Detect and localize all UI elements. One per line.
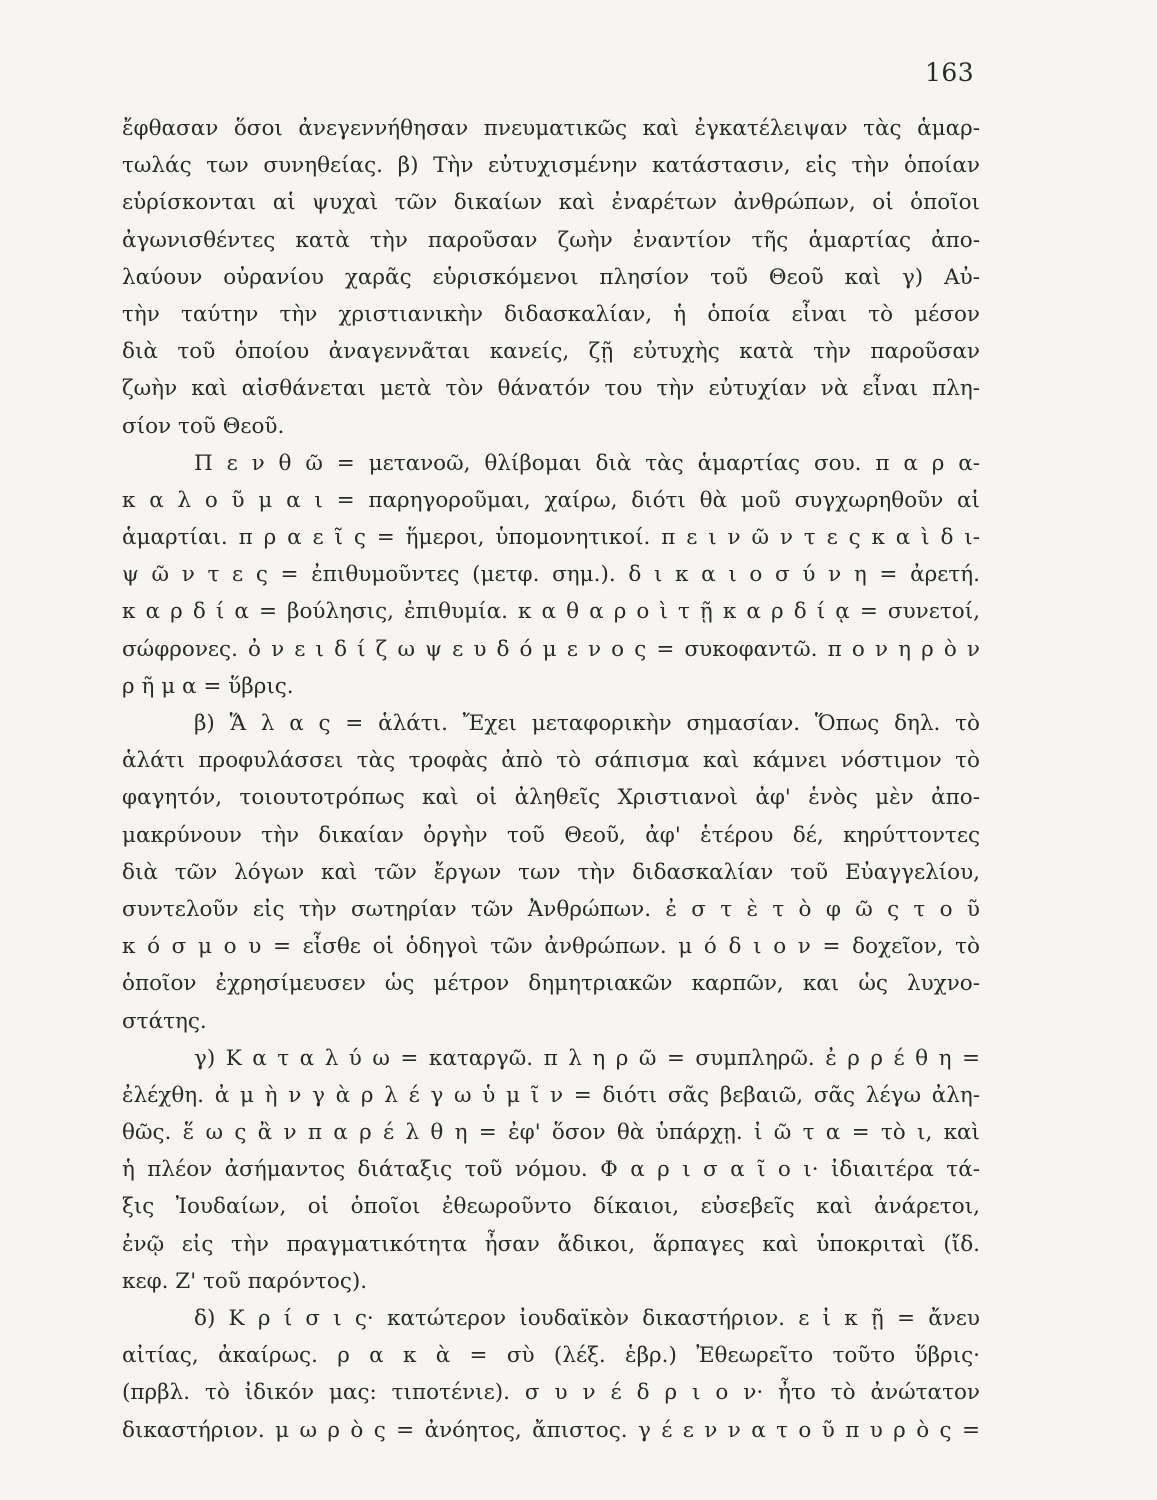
text-line: ἁμαρτίαι. π ρ α ε ῖ ς = ἥμεροι, ὑπομονητικοί. π ε ι ν ῶ ν τ ε ς κ α ὶ δ ι- bbox=[122, 525, 980, 551]
text-line: μακρύνουν τὴν δικαίαν ὀργὴν τοῦ Θεοῦ, ἀφ' ἑτέρου δέ, κηρύττοντες bbox=[122, 822, 980, 848]
text-line: εὑρίσκονται αἱ ψυχαὶ τῶν δικαίων καὶ ἐναρέτων ἀνθρώπων, οἱ ὁποῖοι bbox=[122, 190, 980, 216]
text-line: φαγητόν, τοιουτοτρόπως καὶ οἱ ἀληθεῖς Χριστιανοὶ ἀφ' ἑνὸς μὲν ἀπο- bbox=[122, 785, 980, 811]
text-line: κ α ρ δ ί α = βούλησις, ἐπιθυμία. κ α θ α ρ ο ὶ τ ῇ κ α ρ δ ί ᾳ = συνετοί, bbox=[122, 599, 980, 625]
text-line: ψ ῶ ν τ ε ς = ἐπιθυμοῦντες (μετφ. σημ.). δ ι κ α ι ο σ ύ ν η = ἀρετή. bbox=[122, 562, 980, 588]
text-line: διὰ τοῦ ὁποίου ἀναγεννᾶται κανείς, ζῇ εὐτυχὴς κατὰ τὴν παροῦσαν bbox=[122, 339, 980, 365]
text-line: ζωὴν καὶ αἰσθάνεται μετὰ τὸν θάνατόν του τὴν εὐτυχίαν νὰ εἶναι πλη- bbox=[122, 376, 980, 402]
text-line: συντελοῦν εἰς τὴν σωτηρίαν τῶν Ἀνθρώπων. ἐ σ τ ὲ τ ὸ φ ῶ ς τ ο ῦ bbox=[122, 896, 980, 922]
text-line: ἁλάτι προφυλάσσει τὰς τροφὰς ἀπὸ τὸ σάπισμα καὶ κάμνει νόστιμον τὸ bbox=[122, 748, 980, 774]
body-text bbox=[122, 110, 980, 1449]
text-line: σίον τοῦ Θεοῦ. bbox=[122, 413, 285, 439]
text-line: σώφρονες. ὀ ν ε ι δ ί ζ ω ψ ε υ δ ό μ ε ν ο ς = συκοφαντῶ. π ο ν η ρ ὸ ν bbox=[122, 636, 980, 662]
page-number: 163 bbox=[925, 58, 975, 87]
text-line: ρ ῆ μ α = ὕβρις. bbox=[122, 673, 294, 699]
text-line: διὰ τῶν λόγων καὶ τῶν ἔργων των τὴν διδασκαλίαν τοῦ Εὐαγγελίου, bbox=[122, 859, 980, 885]
text-line: κ α λ ο ῦ μ α ι = παρηγοροῦμαι, χαίρω, διότι θὰ μοῦ συγχωρηθοῦν αἱ bbox=[122, 487, 980, 513]
text-line: (πρβλ. τὸ ἰδικόν μας: τιποτένιε). σ υ ν έ δ ρ ι ο ν· ἦτο τὸ ἀνώτατον bbox=[122, 1380, 980, 1406]
text-line: ἡ πλέον ἀσήμαντος διάταξις τοῦ νόμου. Φ α ρ ι σ α ῖ ο ι· ἰδιαιτέρα τά- bbox=[122, 1157, 980, 1183]
text-line: δ) Κ ρ ί σ ι ς· κατώτερον ἰουδαϊκὸν δικαστήριον. ε ἰ κ ῇ = ἄνευ bbox=[194, 1306, 980, 1331]
text-line: τὴν ταύτην τὴν χριστιανικὴν διδασκαλίαν, ἡ ὁποία εἶναι τὸ μέσον bbox=[122, 301, 980, 327]
text-line: τωλάς των συνηθείας. β) Τὴν εὐτυχισμένην κατάστασιν, εἰς τὴν ὁποίαν bbox=[122, 153, 980, 179]
text-line: θῶς. ἕ ω ς ἂ ν π α ρ έ λ θ η = ἐφ' ὅσον θὰ ὑπάρχῃ. ἰ ῶ τ α = τὸ ι, καὶ bbox=[122, 1120, 980, 1146]
text-line: ἐλέχθη. ἀ μ ὴ ν γ ὰ ρ λ έ γ ω ὑ μ ῖ ν = διότι σᾶς βεβαιῶ, σᾶς λέγω ἀλη- bbox=[122, 1082, 980, 1108]
text-line: ἀγωνισθέντες κατὰ τὴν παροῦσαν ζωὴν ἐναντίον τῆς ἁμαρτίας ἀπο- bbox=[122, 227, 980, 253]
text-line: γ) Κ α τ α λ ύ ω = καταργῶ. π λ η ρ ῶ = συμπληρῶ. ἐ ρ ρ έ θ η = bbox=[194, 1045, 980, 1071]
text-line: κεφ. Ζ' τοῦ παρόντος). bbox=[122, 1268, 368, 1294]
text-line: ἔφθασαν ὅσοι ἀνεγεννήθησαν πνευματικῶς καὶ ἐγκατέλειψαν τὰς ἁμαρ- bbox=[122, 116, 980, 141]
text-line: λαύουν οὐρανίου χαρᾶς εὑρισκόμενοι πλησίον τοῦ Θεοῦ καὶ γ) Αὐ- bbox=[122, 264, 980, 290]
text-line: ξις Ἰουδαίων, οἱ ὁποῖοι ἐθεωροῦντο δίκαιοι, εὐσεβεῖς καὶ ἀνάρετοι, bbox=[122, 1194, 980, 1220]
text-line: β) Ἅ λ α ς = ἁλάτι. Ἔχει μεταφορικὴν σημασίαν. Ὅπως δηλ. τὸ bbox=[194, 711, 980, 736]
text-line: ἐνῷ εἰς τὴν πραγματικότητα ἦσαν ἄδικοι, ἅρπαγες καὶ ὑποκριταὶ (ἴδ. bbox=[122, 1231, 980, 1257]
text-line: Π ε ν θ ῶ = μετανοῶ, θλίβομαι διὰ τὰς ἁμαρτίας σου. π α ρ α- bbox=[194, 450, 980, 476]
text-line: κ ό σ μ ο υ = εἶσθε οἱ ὁδηγοὶ τῶν ἀνθρώπων. μ ό δ ι ο ν = δοχεῖον, τὸ bbox=[122, 934, 980, 960]
text-line: ὁποῖον ἐχρησίμευσεν ὡς μέτρον δημητριακῶν καρπῶν, και ὡς λυχνο- bbox=[122, 971, 980, 997]
text-line: αἰτίας, ἀκαίρως. ρ α κ ὰ = σὺ (λέξ. ἑβρ.) Ἐθεωρεῖτο τοῦτο ὕβρις· bbox=[122, 1343, 980, 1369]
text-line: δικαστήριον. μ ω ρ ὸ ς = ἀνόητος, ἄπιστος. γ έ ε ν ν α τ ο ῦ π υ ρ ὸ ς = bbox=[122, 1417, 980, 1443]
text-line: στάτης. bbox=[122, 1008, 207, 1034]
